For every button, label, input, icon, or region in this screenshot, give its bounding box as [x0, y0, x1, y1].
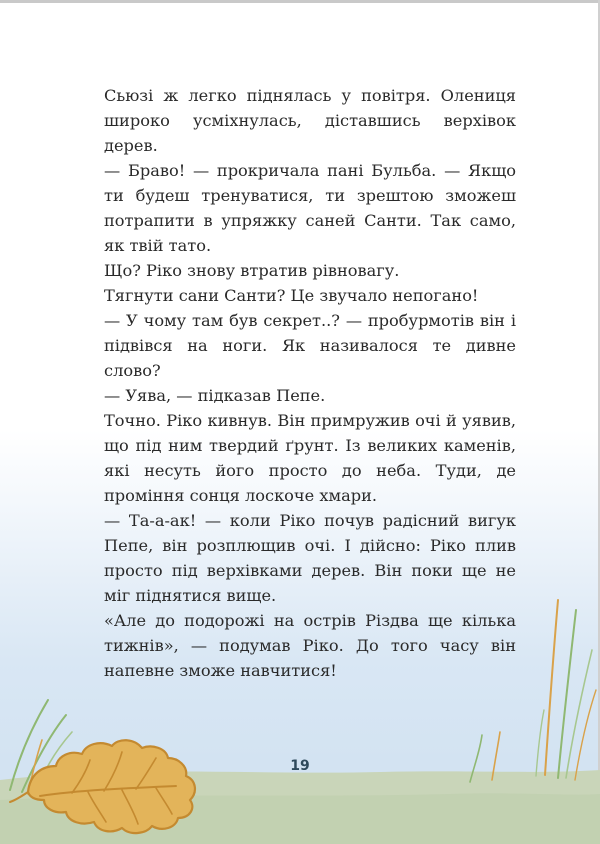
- paragraph: Сьюзі ж легко піднялась у повітря. Олениця широко усміхнулась, діставшись верхівок дерев.: [104, 86, 516, 155]
- paragraph: — Уява, — підказав Пепе.: [104, 386, 326, 405]
- page-number: 19: [290, 758, 310, 774]
- paragraph: Точно. Ріко кивнув. Він примружив очі й уявив, що під ним твердий ґрунт. Із великих каменів, які несуть його просто до неба. Туди, де проміння сонця лоскоче хмари.: [104, 411, 516, 505]
- paragraph: — Та-а-ак! — коли Ріко почув радісний вигук Пепе, він розплющив очі. І дійсно: Ріко плив просто під верхівками дерев. Він поки ще не міг піднятися вище.: [104, 511, 516, 605]
- paragraph: Що? Ріко знову втратив рівновагу.: [104, 261, 400, 280]
- page-top-edge: [0, 0, 600, 3]
- paragraph: Тягнути сани Санти? Це звучало непогано!: [104, 286, 479, 305]
- paragraph: «Але до подорожі на острів Різдва ще кілька тижнів», — подумав Ріко. До того часу він напевне зможе навчитися!: [104, 611, 516, 680]
- bottom-illustration: [0, 560, 600, 844]
- paragraph: — У чому там був секрет..? — пробурмотів він і підвівся на ноги. Як називалося те дивне слово?: [104, 311, 516, 380]
- paragraph: — Браво! — прокричала пані Бульба. — Якщо ти будеш тренуватися, ти зрештою зможеш потрапити в упряжку саней Санти. Так само, як твій тато.: [104, 161, 516, 255]
